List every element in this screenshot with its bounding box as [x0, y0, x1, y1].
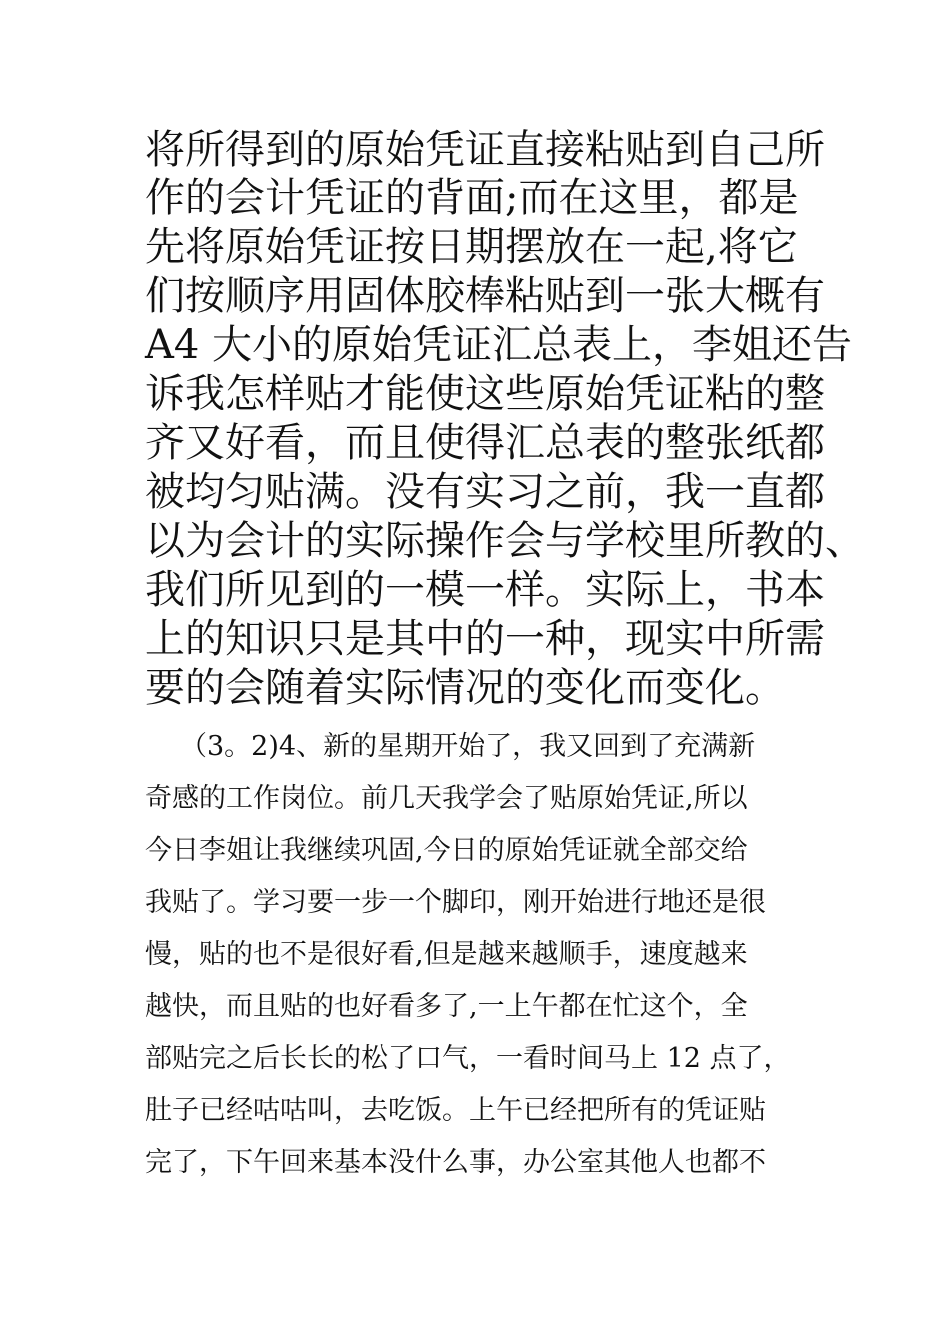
paragraph-line: （3。2)4、新的星期开始了，我又回到了充满新 [180, 731, 756, 762]
paragraph-line: A4 大小的原始凭证汇总表上，李姐还告 [145, 322, 853, 368]
paragraph-line: 将所得到的原始凭证直接粘贴到自己所 [145, 127, 825, 173]
paragraph-line: 我贴了。学习要一步一个脚印，刚开始进行地还是很 [145, 887, 766, 918]
paragraph-line: 上的知识只是其中的一种，现实中所需 [145, 616, 825, 662]
paragraph-line: 肚子已经咕咕叫，去吃饭。上午已经把所有的凭证贴 [145, 1095, 766, 1126]
paragraph-line: 先将原始凭证按日期摆放在一起,将它 [145, 224, 798, 270]
paragraph-line: 被均匀贴满。没有实习之前，我一直都 [145, 469, 825, 515]
paragraph-line: 要的会随着实际情况的变化而变化。 [145, 665, 785, 711]
paragraph-line: 以为会计的实际操作会与学校里所教的、 [145, 518, 865, 564]
paragraph-line: 今日李姐让我继续巩固,今日的原始凭证就全部交给 [145, 835, 748, 866]
paragraph-line: 部贴完之后长长的松了口气，一看时间马上 12 点了， [145, 1043, 791, 1074]
paragraph-line: 齐又好看，而且使得汇总表的整张纸都 [145, 420, 825, 466]
paragraph-line: 诉我怎样贴才能使这些原始凭证粘的整 [145, 371, 825, 417]
paragraph-line: 我们所见到的一模一样。实际上，书本 [145, 567, 825, 613]
paragraph-line: 奇感的工作岗位。前几天我学会了贴原始凭证,所以 [145, 783, 748, 814]
paragraph-line: 完了，下午回来基本没什么事，办公室其他人也都不 [145, 1147, 766, 1178]
paragraph-line: 作的会计凭证的背面;而在这里，都是 [145, 175, 799, 221]
paragraph-line: 越快，而且贴的也好看多了,一上午都在忙这个，全 [145, 991, 748, 1022]
paragraph-line: 慢，贴的也不是很好看,但是越来越顺手，速度越来 [145, 939, 748, 970]
paragraph-line: 们按顺序用固体胶棒粘贴到一张大概有 [145, 273, 825, 319]
